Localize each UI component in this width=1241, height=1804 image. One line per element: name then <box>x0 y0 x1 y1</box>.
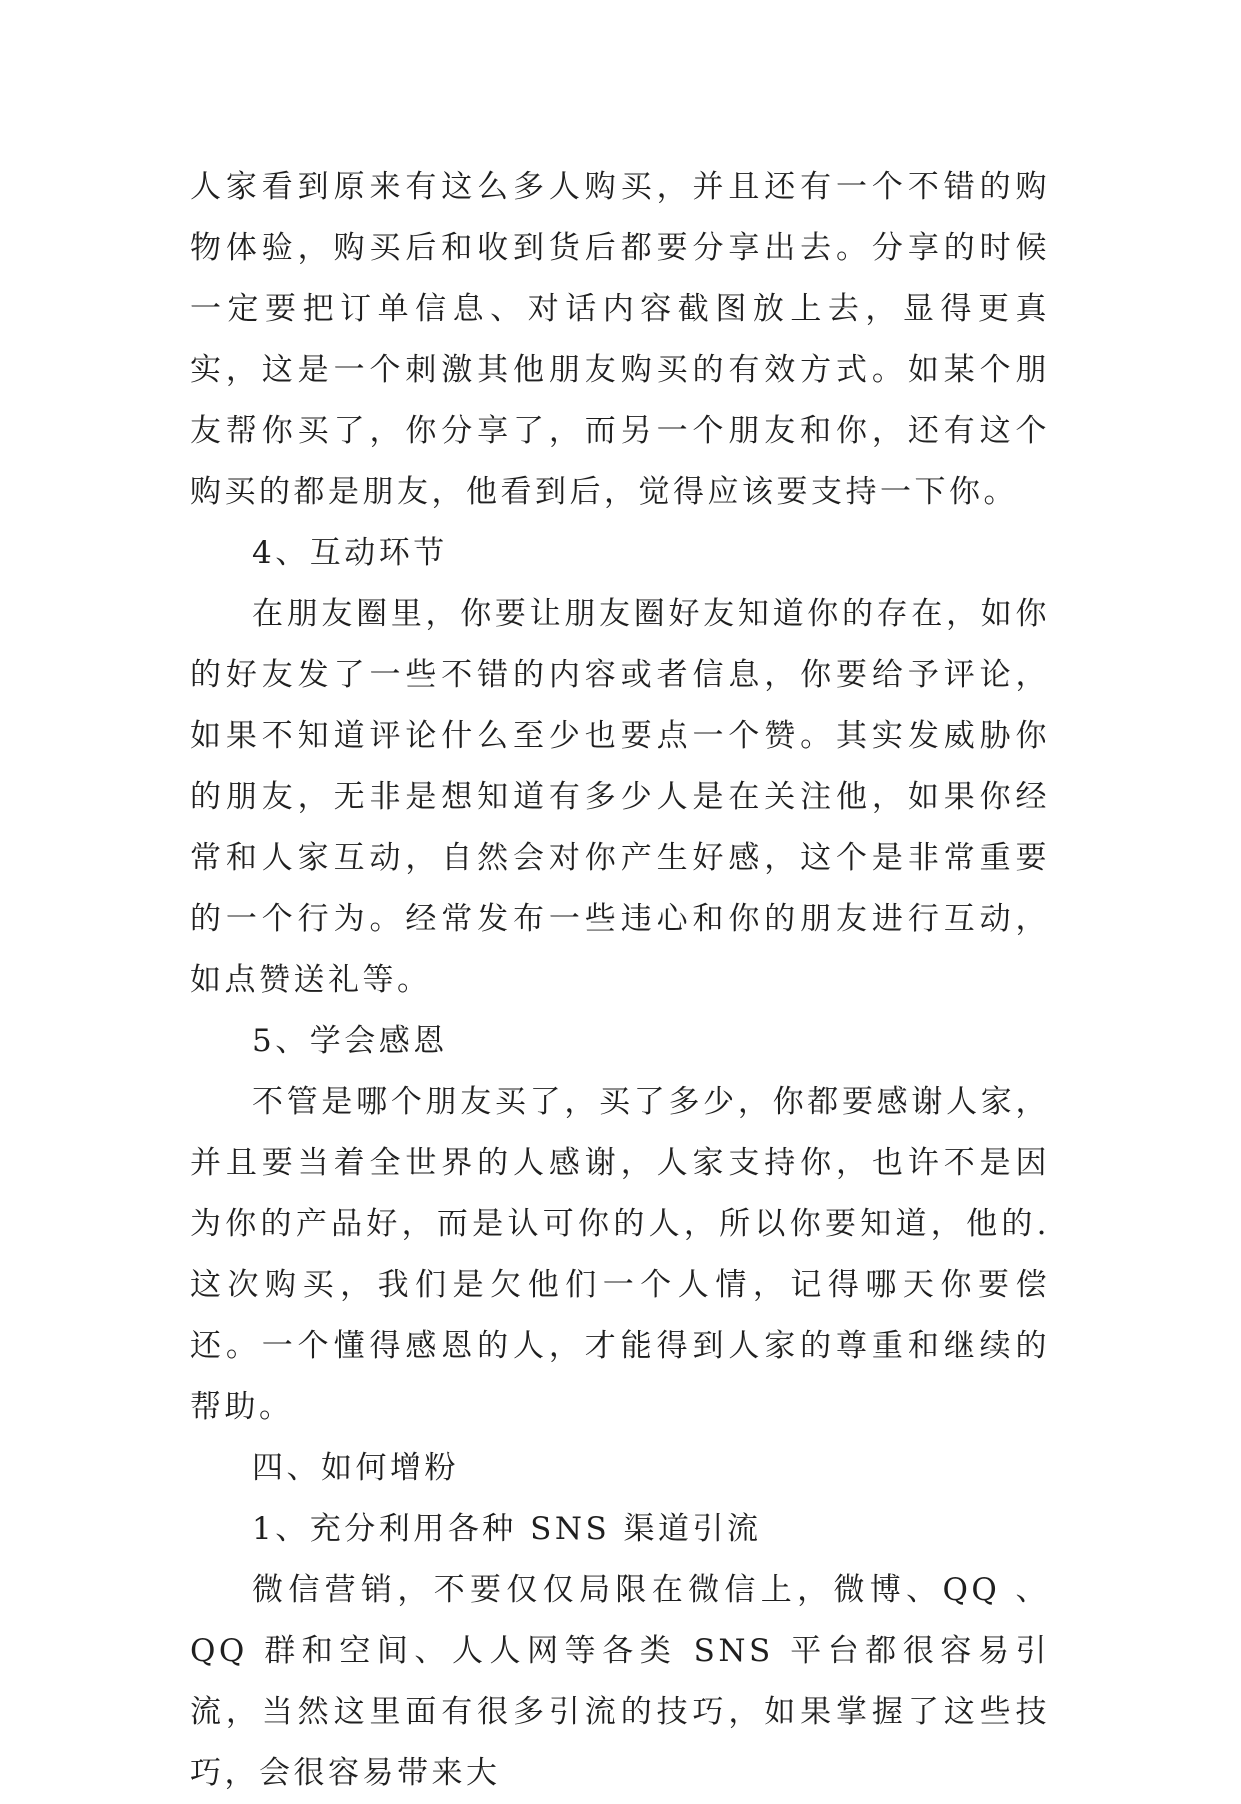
paragraph-purchase-sharing: 人家看到原来有这么多人购买，并且还有一个不错的购物体验，购买后和收到货后都要分享出去。分享的时候一定要把订单信息、对话内容截图放上去，显得更真实，这是一个刺激其他朋友购买的有效方式。如某个朋友帮你买了，你分享了，而另一个朋友和你，还有这个购买的都是朋友，他看到后，觉得应该要支持一下你。 <box>190 169 1050 510</box>
heading-grow-followers: 四、如何增粉 <box>252 1450 459 1486</box>
paragraph-sns-channels: 微信营销，不要仅仅局限在微信上，微博、QQ 、QQ 群和空间、人人网等各类 SNS 平台都很容易引流，当然这里面有很多引流的技巧，如果掌握了这些技巧，会很容易带来大 <box>190 1572 1050 1791</box>
paragraph-interaction: 在朋友圈里，你要让朋友圈好友知道你的存在，如你的好友发了一些不错的内容或者信息，你要给予评论，如果不知道评论什么至少也要点一个赞。其实发威胁你的朋友，无非是想知道有多少人是在关注他，如果你经常和人家互动，自然会对你产生好感，这个是非常重要的一个行为。经常发布一些违心和你的朋友进行互动，如点赞送礼等。 <box>190 596 1050 998</box>
document-body <box>190 157 1050 1804</box>
heading-gratitude: 5、学会感恩 <box>252 1023 448 1059</box>
paragraph-gratitude: 不管是哪个朋友买了，买了多少，你都要感谢人家，并且要当着全世界的人感谢，人家支持你，也许不是因为你的产品好，而是认可你的人，所以你要知道，他的.这次购买，我们是欠他们一个人情，记得哪天你要偿还。一个懂得感恩的人，才能得到人家的尊重和继续的帮助。 <box>190 1084 1050 1425</box>
heading-sns-channels: 1、充分利用各种 SNS 渠道引流 <box>252 1511 762 1547</box>
heading-interaction: 4、互动环节 <box>252 535 448 571</box>
